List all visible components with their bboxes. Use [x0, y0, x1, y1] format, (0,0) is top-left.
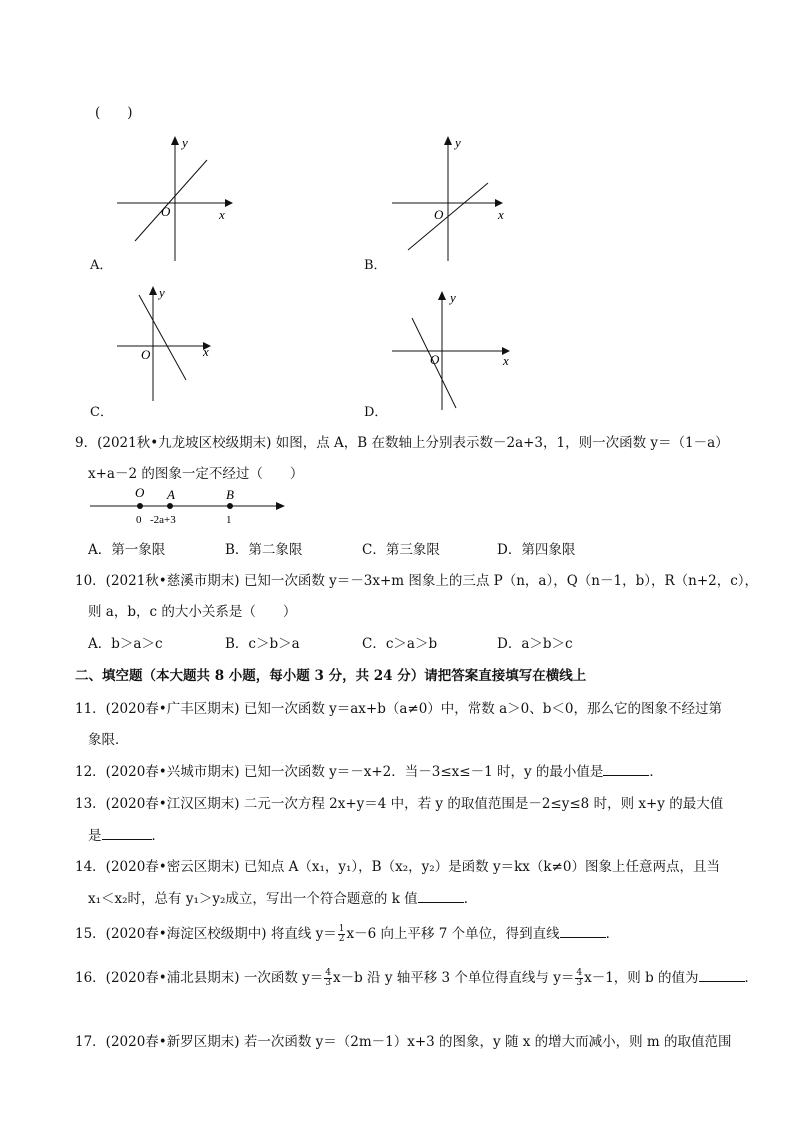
graph-a — [115, 133, 235, 263]
option-b-label[interactable]: B． — [364, 258, 387, 273]
q13-line2-body: 是 — [88, 828, 102, 844]
q10-option-b[interactable]: B．c＞b＞a — [225, 636, 300, 652]
option-a-label[interactable]: A． — [90, 258, 113, 273]
origin-label: O — [430, 352, 440, 367]
value-a: -2a+3 — [150, 514, 176, 526]
q10-option-d[interactable]: D．a＞b＞c — [497, 636, 573, 652]
q16-answer-blank[interactable] — [699, 967, 745, 982]
q9-text-line2: x+a－2 的图象一定不经过（ ） — [88, 466, 304, 482]
q16-pre: 16．(2020春•浦北县期末) 一次函数 y＝ — [75, 970, 324, 986]
q15-pre: 15．(2020春•海淀区校级期中) 将直线 y＝ — [75, 926, 337, 942]
q16-text — [75, 966, 758, 988]
origin-label: O — [141, 347, 151, 362]
q11-text-line2: 象限． — [88, 732, 129, 748]
number-line — [88, 485, 298, 530]
q14-answer-blank[interactable] — [418, 888, 464, 903]
x-axis-label: x — [219, 207, 225, 222]
q14-text-line1: 14．(2020春•密云区期末) 已知点 A（x₁，y₁），B（x₂，y₂）是函数 y＝kx（k≠0）图象上任意两点，且当 — [75, 859, 720, 875]
y-axis-label: y — [182, 135, 188, 150]
x-axis-label: x — [498, 207, 504, 222]
point-a — [167, 503, 173, 509]
q9-option-d[interactable]: D．第四象限 — [497, 542, 576, 558]
q13-end: ． — [151, 828, 165, 844]
origin-label: O — [161, 204, 171, 219]
q10-option-c[interactable]: C．c＞a＞b — [362, 636, 438, 652]
y-axis-label: y — [450, 290, 456, 305]
q9-option-a[interactable]: A．第一象限 — [88, 542, 166, 558]
q17-text-line1: 17．(2020春•新罗区期末) 若一次函数 y＝（2m－1）x+3 的图象，y 随 x 的增大而减小，则 m 的取值范围 — [75, 1034, 732, 1050]
section-heading: 二、填空题（本大题共 8 小题，每小题 3 分，共 24 分）请把答案直接填写在横线上 — [75, 668, 587, 684]
q14-line2-body: x₁＜x₂时，总有 y₁＞y₂成立，写出一个符合题意的 k 值 — [88, 891, 418, 907]
q12-end: ． — [649, 764, 663, 780]
graph-d — [390, 288, 520, 413]
y-axis-label: y — [159, 285, 165, 300]
x-axis-label: x — [203, 344, 209, 359]
option-c-label[interactable]: C． — [90, 405, 113, 420]
q9-option-b[interactable]: B．第二象限 — [225, 542, 303, 558]
value-b: 1 — [226, 514, 232, 526]
point-b — [227, 503, 233, 509]
q11-text-line1: 11．(2020春•广丰区期末) 已知一次函数 y＝ax+b（a≠0）中，常数 a＞0、b＜0，那么它的图象不经过第 — [75, 701, 722, 717]
fraction-four-thirds-2: $\frac{4}{3}$ — [576, 968, 583, 988]
value-0: 0 — [136, 514, 142, 526]
q16-end: ． — [744, 970, 759, 986]
q9-text-line1: 9．(2021秋•九龙坡区校级期末) 如图，点 A，B 在数轴上分别表示数－2a+3，1，则一次函数 y＝（1－a） — [75, 435, 729, 451]
point-a-label: A — [167, 487, 175, 502]
q13-text-line2 — [88, 824, 165, 844]
q14-text-line2 — [88, 887, 477, 907]
q12-text — [75, 760, 663, 780]
q9-option-c[interactable]: C．第三象限 — [362, 542, 440, 558]
q16-mid: x－b 沿 y 轴平移 3 个单位得直线与 y＝ — [332, 970, 575, 986]
q14-end: ． — [463, 891, 478, 907]
q16-post: x－1，则 b 的值为 — [584, 970, 699, 986]
fraction-four-thirds: $\frac{4}{3}$ — [325, 968, 331, 988]
q15-post: x－6 向上平移 7 个单位，得到直线 — [346, 926, 560, 942]
graph-b — [390, 133, 510, 263]
option-d-label[interactable]: D． — [364, 405, 388, 420]
q10-text-line1: 10．(2021秋•慈溪市期末) 已知一次函数 y＝－3x+m 图象上的三点 P（n，a），Q（n－1，b），R（n+2，c）， — [75, 573, 759, 589]
y-axis-label: y — [455, 135, 461, 150]
point-o-label: O — [135, 485, 145, 500]
q12-body: 12．(2020春•兴城市期末) 已知一次函数 y＝－x+2．当－3≤x≤－1 时，y 的最小值是 — [75, 764, 604, 780]
x-axis-label: x — [503, 353, 509, 368]
q15-answer-blank[interactable] — [560, 923, 606, 938]
q12-answer-blank[interactable] — [603, 761, 649, 776]
origin-label: O — [434, 207, 444, 222]
fraction-one-half: $\frac{1}{2}$ — [338, 924, 345, 944]
q15-text — [75, 922, 619, 944]
graph-c — [115, 283, 235, 403]
q10-option-a[interactable]: A．b＞a＞c — [88, 636, 163, 652]
q13-text-line1: 13．(2020春•江汉区期末) 二元一次方程 2x+y＝4 中，若 y 的取值范围是－2≤y≤8 时，则 x+y 的最大值 — [75, 796, 724, 812]
point-o — [137, 503, 143, 509]
q15-end: ． — [605, 926, 620, 942]
point-b-label: B — [226, 487, 234, 502]
answer-paren: ( ) — [95, 105, 133, 121]
q10-text-line2: 则 a，b，c 的大小关系是（ ） — [88, 604, 297, 620]
q13-answer-blank[interactable] — [102, 825, 152, 840]
